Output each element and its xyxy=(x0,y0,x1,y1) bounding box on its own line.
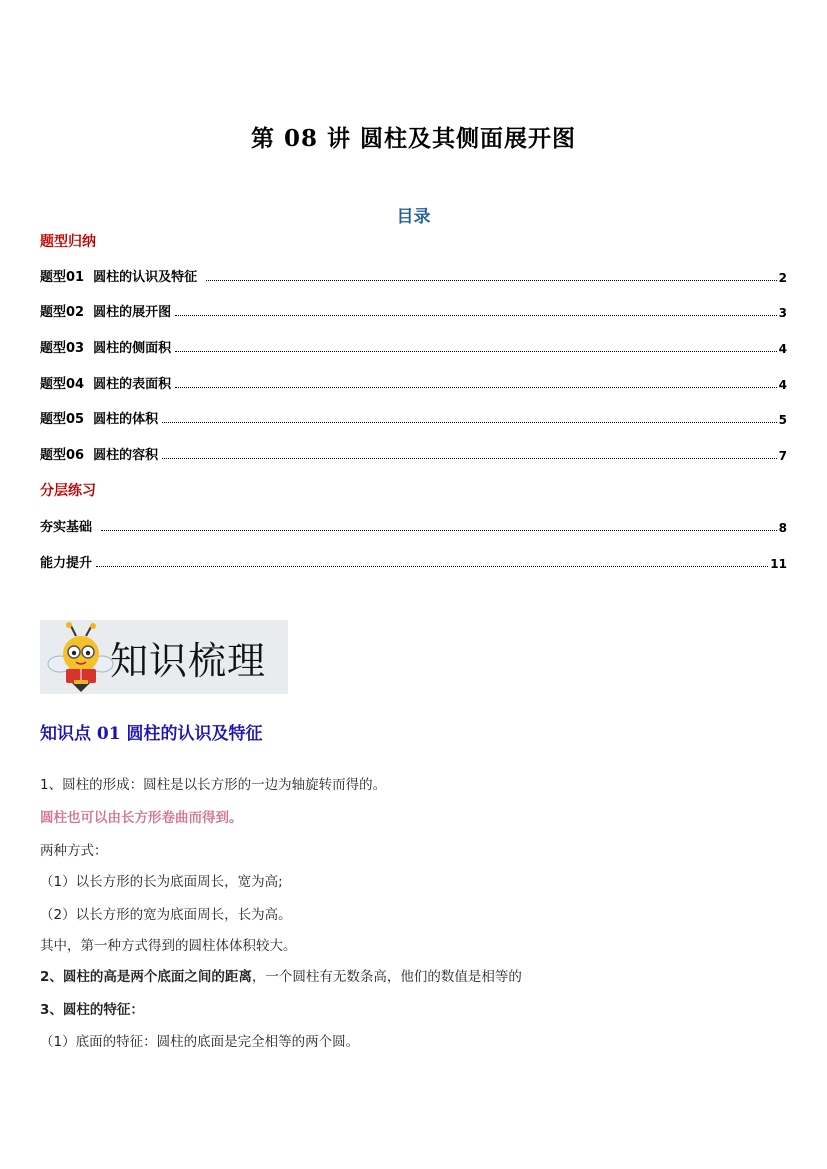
paragraph: （1）以长方形的长为底面周长，宽为高; xyxy=(40,874,283,890)
toc-page-number: 2 xyxy=(778,271,787,285)
toc-entry[interactable] xyxy=(40,516,787,535)
toc-leader xyxy=(96,565,768,567)
paragraph: （2）以长方形的宽为底面周长，长为高。 xyxy=(40,907,292,923)
paragraph: 1、圆柱的形成：圆柱是以长方形的一边为轴旋转而得的。 xyxy=(40,777,387,793)
toc-heading: 目录 xyxy=(396,207,431,227)
paragraph-rest: ，一个圆柱有无数条高，他们的数值是相等的 xyxy=(251,969,522,985)
toc-page-number: 7 xyxy=(778,449,787,463)
toc-page-number: 5 xyxy=(778,413,787,427)
toc-entry-label: 能力提升 xyxy=(40,556,93,571)
toc-leader xyxy=(175,386,776,388)
toc-page-number: 3 xyxy=(778,306,787,320)
page-title: 第 08 讲 圆柱及其侧面展开图 xyxy=(250,125,577,152)
section-banner xyxy=(40,620,288,694)
paragraph: 其中，第一种方式得到的圆柱体体积较大。 xyxy=(40,938,297,954)
paragraph xyxy=(40,965,522,985)
toc-entry[interactable] xyxy=(40,266,787,285)
bold-paragraph xyxy=(40,998,144,1018)
toc-entry[interactable] xyxy=(40,444,787,463)
toc-leader xyxy=(175,314,776,316)
toc-leader xyxy=(175,350,776,352)
toc-entry-label: 题型04 圆柱的表面积 xyxy=(40,377,172,392)
toc-leader xyxy=(101,529,777,531)
paragraph: 两种方式： xyxy=(40,843,108,859)
bold-phrase: 3、圆柱的特征： xyxy=(40,1002,144,1018)
toc-leader xyxy=(162,421,776,423)
toc-entry[interactable] xyxy=(40,337,787,356)
toc-entry-label: 题型02 圆柱的展开图 xyxy=(40,305,172,320)
toc-page-number: 11 xyxy=(770,557,787,571)
toc-page-number: 4 xyxy=(778,342,787,356)
toc-section-title: 题型归纳 xyxy=(40,234,96,250)
toc-leader xyxy=(206,279,777,281)
toc-section-title: 分层练习 xyxy=(40,483,96,499)
toc-entry[interactable] xyxy=(40,373,787,392)
bee-reading-icon xyxy=(46,622,114,694)
toc-page-number: 4 xyxy=(778,378,787,392)
toc-entry-label: 题型01 圆柱的认识及特征 xyxy=(40,270,202,285)
highlight-paragraph: 圆柱也可以由长方形卷曲而得到。 xyxy=(40,810,243,826)
banner-title: 知识梳理 xyxy=(110,639,267,683)
toc-entry-label: 题型03 圆柱的侧面积 xyxy=(40,341,172,356)
toc-leader xyxy=(162,457,776,459)
toc-entry-label: 题型05 圆柱的体积 xyxy=(40,412,159,427)
paragraph: （1）底面的特征：圆柱的底面是完全相等的两个圆。 xyxy=(40,1034,360,1050)
toc-entry[interactable] xyxy=(40,301,787,320)
toc-entry-label: 题型06 圆柱的容积 xyxy=(40,448,159,463)
toc-page-number: 8 xyxy=(778,521,787,535)
toc-entry[interactable] xyxy=(40,408,787,427)
toc-entry[interactable] xyxy=(40,552,787,571)
knowledge-point-title: 知识点 01 圆柱的认识及特征 xyxy=(40,724,263,744)
toc-entry-label: 夯实基础 xyxy=(40,520,97,535)
bold-phrase: 2、圆柱的高是两个底面之间的距离 xyxy=(40,969,252,985)
